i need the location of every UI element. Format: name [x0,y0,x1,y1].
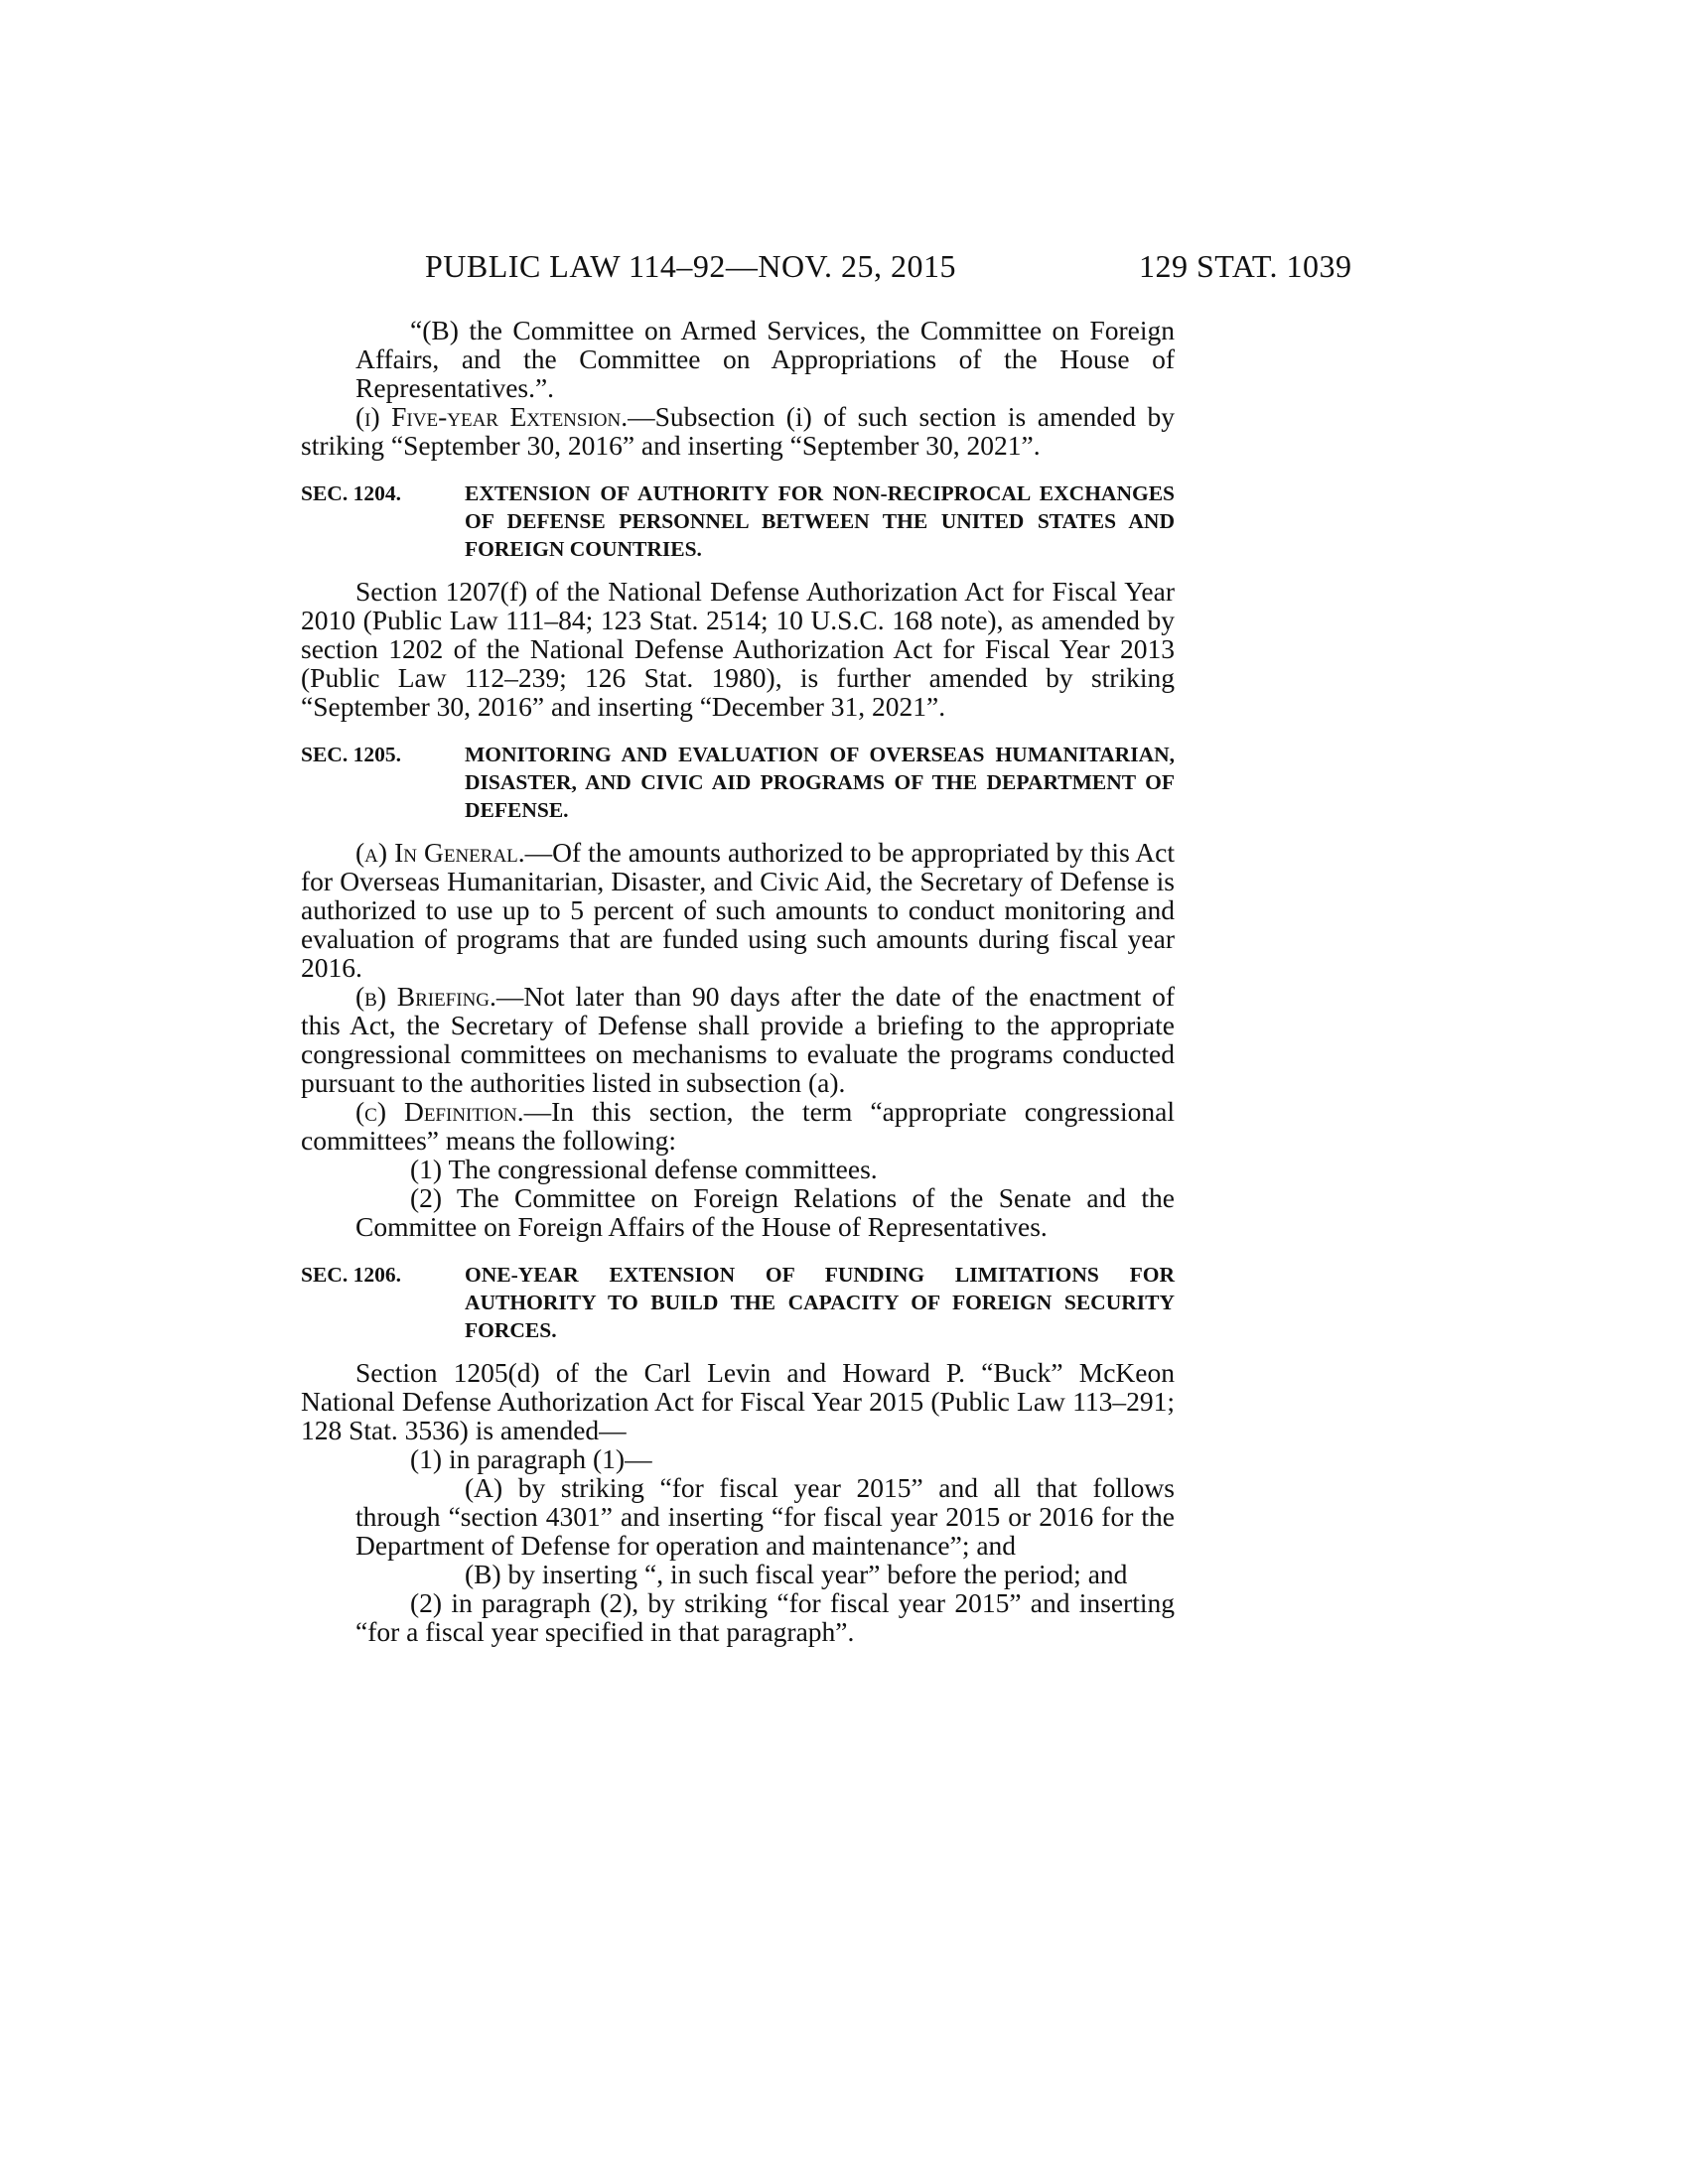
subsection-label: (b) Briefing. [355,981,496,1012]
section-1206-heading [301,1261,1175,1344]
subsection-text: —Not later than 90 days after the date of the enactment of this Act, the Secretary of Defense shall provide a briefing to the appropriate congressional committees on mechanisms to evaluate the programs conducted pursuant to the authorities listed in subsection (a). [301,981,1175,1098]
statute-page-number: 129 STAT. 1039 [1139,248,1352,284]
subsection-a [301,838,1175,982]
header-title: PUBLIC LAW 114–92—NOV. 25, 2015 [425,248,957,284]
section-title: ONE-YEAR EXTENSION OF FUNDING LIMITATIONS FOR AUTHORITY TO BUILD THE CAPACITY OF FOREIGN SECURITY FORCES. [465,1263,1175,1342]
document-body [301,316,1175,1646]
paragraph-b-committees: “(B) the Committee on Armed Services, the Committee on Foreign Affairs, and the Committee on Appropriations of the House of Representatives.”. [355,315,1175,403]
subsection-label: (c) Definition. [355,1096,524,1127]
section-1206-text: Section 1205(d) of the Carl Levin and Howard P. “Buck” McKeon National Defense Authorization Act for Fiscal Year 2015 (Public Law 113–291; 128 Stat. 3536) is amended— [301,1357,1175,1445]
subsection-label: (a) In General. [355,837,525,868]
paragraph-2: (2) in paragraph (2), by striking “for fiscal year 2015” and inserting “for a fiscal year specified in that paragraph”. [355,1587,1175,1647]
section-1204-heading [301,479,1175,563]
running-header [0,248,1688,288]
subsection-b [301,982,1175,1097]
paragraph-1B: (B) by inserting “, in such fiscal year” before the period; and [465,1559,1128,1589]
paragraph-i-extension [301,402,1175,460]
subsection-text: —Subsection (i) of such section is amended by striking “September 30, 2016” and inserting “September 30, 2021”. [301,401,1175,461]
subsection-c [301,1097,1175,1155]
section-title: EXTENSION OF AUTHORITY FOR NON-RECIPROCAL EXCHANGES OF DEFENSE PERSONNEL BETWEEN THE UNITED STATES AND FOREIGN COUNTRIES. [465,481,1175,561]
section-number: SEC. 1206. [301,1263,401,1287]
paragraph-1: (1) in paragraph (1)— [410,1443,652,1474]
section-1204-text: Section 1207(f) of the National Defense Authorization Act for Fiscal Year 2010 (Public Law 111–84; 123 Stat. 2514; 10 U.S.C. 168 note), as amended by section 1202 of the National Defense Authorization Act for Fiscal Year 2013 (Public Law 112–239; 126 Stat. 1980), is further amended by striking “September 30, 2016” and inserting “December 31, 2021”. [301,576,1175,722]
subsection-text: —Of the amounts authorized to be appropriated by this Act for Overseas Humanitarian, Disaster, and Civic Aid, the Secretary of Defense is authorized to use up to 5 percent of such amounts to conduct monitoring and evaluation of programs that are funded using such amounts during fiscal year 2016. [301,837,1175,983]
subsection-label: (i) Five-year Extension. [355,401,629,432]
section-1205-heading [301,741,1175,824]
section-number: SEC. 1205. [301,743,401,766]
section-number: SEC. 1204. [301,481,401,505]
section-title: MONITORING AND EVALUATION OF OVERSEAS HUMANITARIAN, DISASTER, AND CIVIC AID PROGRAMS OF THE DEPARTMENT OF DEFENSE. [465,743,1175,822]
subsection-text: —In this section, the term “appropriate congressional committees” means the following: [301,1096,1175,1156]
definition-item-1: (1) The congressional defense committees. [410,1154,878,1184]
paragraph-1A: (A) by striking “for fiscal year 2015” and all that follows through “section 4301” and inserting “for fiscal year 2015 or 2016 for the Department of Defense for operation and maintenance”; and [355,1472,1175,1561]
definition-item-2: (2) The Committee on Foreign Relations of the Senate and the Committee on Foreign Affairs of the House of Representatives. [355,1182,1175,1242]
